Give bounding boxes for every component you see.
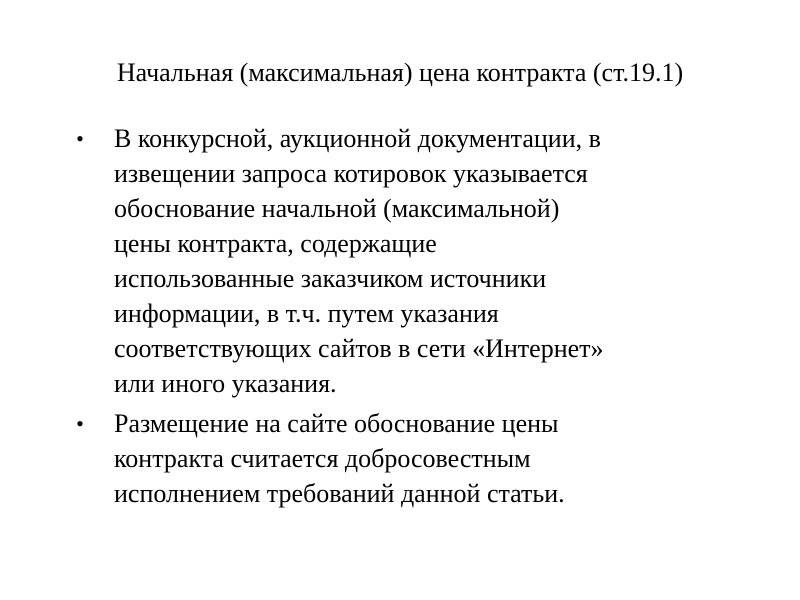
slide-title: Начальная (максимальная) цена контракта (ст.19.1)	[116, 58, 684, 87]
bullet-list	[60, 121, 750, 516]
bullet-text-line: использованные заказчиком источники	[114, 264, 547, 293]
bullet-item-2	[60, 406, 750, 511]
bullet-text-line: цены контракта, содержащие	[114, 229, 437, 258]
bullet-item-1	[60, 121, 750, 401]
bullet-text-line: обоснование начальной (максимальной)	[114, 194, 560, 223]
bullet-text-line: извещении запроса котировок указывается	[114, 159, 588, 188]
bullet-text-line: исполнением требований данной статьи.	[114, 479, 565, 508]
bullet-icon: •	[76, 411, 84, 436]
bullet-icon: •	[76, 126, 84, 151]
bullet-text-line: информации, в т.ч. путем указания	[114, 299, 499, 328]
bullet-text-line: В конкурсной, аукционной документации, в	[114, 124, 601, 153]
bullet-text-line: соответствующих сайтов в сети «Интернет»	[114, 334, 604, 363]
bullet-text-line: контракта считается добросовестным	[114, 444, 531, 473]
bullet-text-line: или иного указания.	[114, 369, 337, 398]
bullet-text-line: Размещение на сайте обоснование цены	[114, 409, 559, 438]
